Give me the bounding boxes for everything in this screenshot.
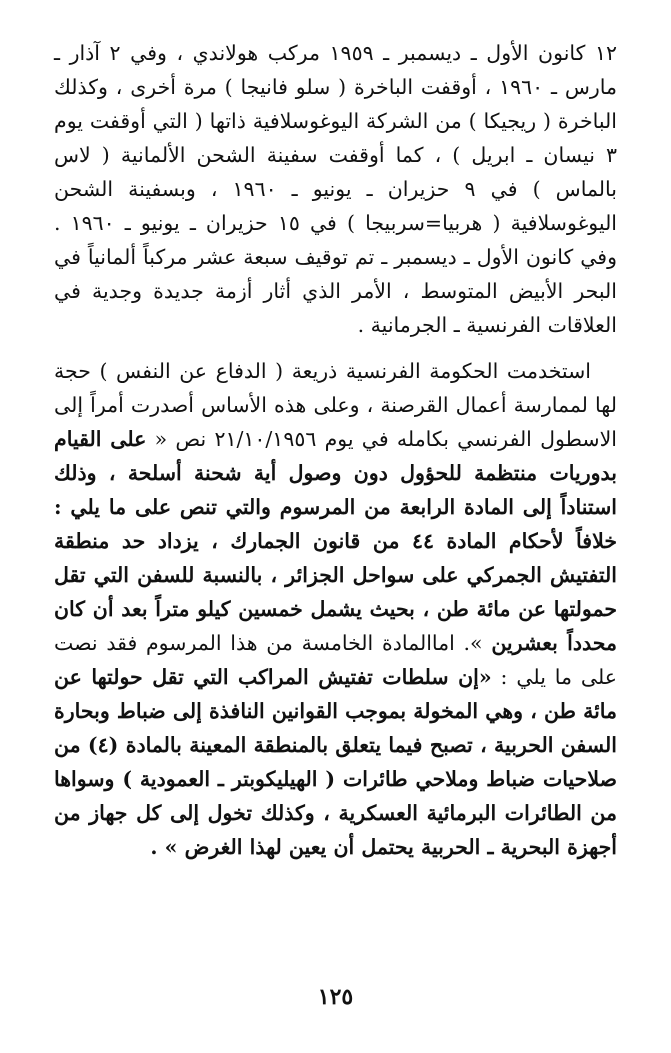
- paragraph-ship-seizures: [54, 36, 617, 342]
- paragraph-ship-seizures-text: ١٢ كانون الأول ـ ديسمبر ـ ١٩٥٩ مركب هولاندي ، وفي ٢ آذار ـ مارس ـ ١٩٦٠ ، أوقفت الباخرة ( سلو فانيجا ) مرة أخرى ، وكذلك الباخرة ( ريجيكا ) من الشركة اليوغوسلافية ذاتها ( التي أوقفت يوم ٣ نيسان ـ ابريل ) ، كما أوقفت سفينة الشحن الألمانية ( لاس بالماس ) في ٩ حزيران ـ يونيو ـ ١٩٦٠ ، وبسفينة الشحن اليوغوسلافية ( هربيا=سربيجا ) في ١٥ حزيران ـ يونيو ـ ١٩٦٠ . وفي كانون الأول ـ ديسمبر ـ تم توقيف سبعة عشر مركباً ألمانياً في البحر الأبيض المتوسط ، الأمر الذي أثار أزمة جديدة وجدية في العلاقات الفرنسية ـ الجرمانية .: [54, 41, 618, 337]
- paragraph-decree: [54, 354, 617, 864]
- paragraph-decree-bold-quote: على القيام بدوريات منتظمة للحؤول دون وصول أية شحنة أسلحة ، وذلك استناداً إلى المادة الرابعة من المرسوم والتي تنص على ما يلي : خلافاً لأحكام المادة ٤٤ من قانون الجمارك ، يزداد حد منطقة التفتيش الجمركي على سواحل الجزائر ، بالنسبة للسفن التي تقل حمولتها عن مائة طن ، بحيث يشمل خمسين كيلو متراً بعد أن كان محدداً بعشرين: [54, 427, 617, 655]
- paragraph-decree-intro: استخدمت الحكومة الفرنسية ذريعة ( الدفاع عن النفس ) حجة لها لممارسة أعمال القرصنة ، وعلى هذه الأساس أصدرت أمراً إلى الاسطول الفرنسي بكامله في يوم ٢١/١٠/١٩٥٦ نص «: [54, 359, 617, 451]
- paragraph-decree-transition: ». اماالمادة الخامسة من هذا المرسوم فقد نصت على ما يلي :: [54, 631, 617, 689]
- paragraph-decree-article-five-quote: «إن سلطات تفتيش المراكب التي تقل حولتها عن مائة طن ، وهي المخولة بموجب القوانين النافذة إلى ضباط وبحارة السفن الحربية ، تصبح فيما يتعلق بالمنطقة المعينة بالمادة (٤) من صلاحيات ضباط وملاحي طائرات ( الهيليكوبتر ـ العمودية ) وسواها من الطائرات البرمائية العسكرية ، وكذلك تخول إلى كل جهاز من أجهزة البحرية ـ الحربية يحتمل أن يعين لهذا الغرض » .: [54, 665, 617, 859]
- document-page: [54, 36, 617, 864]
- page-number: ١٢٥: [317, 984, 354, 1010]
